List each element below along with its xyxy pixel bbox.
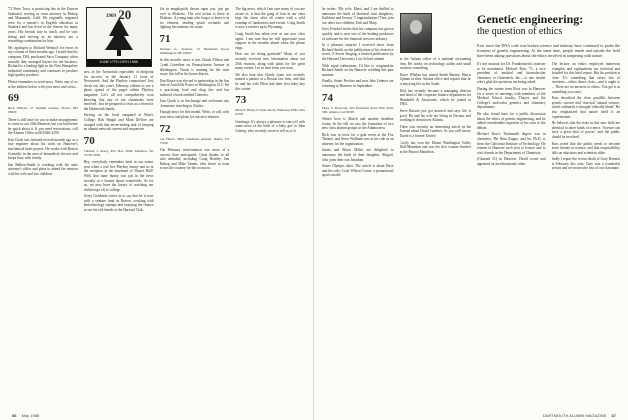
reunion-logo: [86, 7, 152, 67]
left-column-3: [160, 7, 230, 408]
class-secretary-address: Mark F. Haley, 9 Tudor Road, Wellesley Hills, MA 02181: [235, 108, 305, 117]
class-note: Rick was in town for a gala event at the Fox Theatre, and Steve Wallman was at his side as an attorney for the organization.: [322, 132, 394, 146]
class-secretary-address: Thomas J. Avery, P.O. Box 3094, Madison, WI 53705-3094: [83, 148, 154, 157]
author-portrait-photo: [400, 13, 432, 53]
feature-subtitle: the question of ethics: [477, 26, 563, 37]
class-note: There is still time for you to make arrangements to come to our 20th Reunion, but you had better be quick about it. If you need reservations, call the Alumni Office at 603/646-2258.: [8, 117, 78, 136]
class-note: Gerry Goldstein writes in to say that he is now with a venture fund in Boston, working with biotechnology startups and enjoying the chance to see his old friends at the Harvard Club.: [83, 194, 154, 213]
feature-paragraph: Ross described the close parallels between genetic science and 'classical' natural science, which ordinarily is thought 'ethically bland.' He also emphasized that nature itself is an experimenter.: [551, 96, 620, 119]
class-note: How are we doing gratitude? Many of you recently received new information about our 20th reunion, along with plans for the great many events. Let us hear from you soon.: [235, 52, 305, 71]
class-note: We also hear that Charly Lunn was recently named a partner at a Boston law firm, and that he and his wife Ellen had their first baby boy this winter.: [235, 72, 305, 91]
right-page: [314, 0, 628, 420]
page-number: 87: [611, 413, 616, 418]
feature-header: [400, 13, 472, 53]
right-column-2: [400, 7, 472, 408]
class-year-heading: 72: [159, 122, 171, 135]
class-year-heading: 74: [322, 91, 333, 104]
class-note: Serving on the local vanguard at Ware's College, Rob Haight and Mark DeVore are charged with that never-ending task of keeping an alumni network current and responsive.: [83, 113, 154, 132]
class-note: in the Atlanta office of a national accounting firm. He works on technology audits and small business consulting.: [399, 57, 471, 71]
feature-paragraph: He also found time for a public discussion about the ethics of genetic engineering, and he added considerable expertise of his own to the debate.: [477, 111, 546, 130]
class-note: Rick has recently become a managing director and head of the corporate finance department for Humboldt & Associates, which he joined in 1984.: [399, 88, 471, 107]
feature-paragraph: It's not unusual for Dr. Frankenstein's monster to be mentioned. Michael Ross '71, a vice president of medical and biomolecular chemistry at Genentech, Inc.—is one insider who's glad the questions are being asked.: [477, 62, 546, 85]
class-note: Tom Quick is in Anchorage and welcomes any classmates traveling to Alaska.: [159, 99, 230, 108]
class-note: Hey, everybody, remember back in our senior year when a real live Playboy bunny met us at the reception in the basement of Thayer Hall? Well, that same bunny was just in the news recently in a feature about centerfolds. As for us, we now have the luxury of watching our children go off to college.: [83, 160, 154, 192]
class-note: Jim Balboa-Smith is working with the state attorney's office and plans to attend the reunion with his wife and two children.: [8, 162, 78, 177]
class-note: (Channel 51) in Hanover. David wrote and appeared on an educational video.: [477, 157, 546, 166]
feature-paragraph: Michael Ross's Dartmouth degree was in chemistry. Phi Beta Kappa, and his Ph.D. is from the California Institute of Technology. He returns to Hanover each year to lecture and to visit friends in the Department of Chemistry.: [477, 132, 546, 155]
page-number: 86: [12, 413, 17, 418]
left-page-footer: [8, 413, 39, 418]
feature-intro: Ever since the DNA code was broken science and industry have continued to probe the frontiers of genetic engineering. At the same time, people inside and outside the field have been asking questions about the ethics involved in tampering with nature.: [477, 43, 620, 58]
class-note: Winter here is March and another deadline looms. In the fall we saw the formation of two new class alumni groups in the Atlanta area.: [322, 116, 394, 131]
class-secretary-address: Thomas G. Jackson, 15 Shamokin Road, Wilmington, DE 19810: [159, 46, 230, 56]
class-note: he writes. 'My wife, Marti, and I are thrilled to announce the birth of identical twin daughters, Kathleen and Jessica.' Congratulations! They join our other two children, Erik and Mary.: [322, 7, 394, 25]
left-column-1: [8, 7, 78, 408]
class-secretary-address: Lee Harris, 4822 Lakehurst Avenue, Dallas, TX 75230: [159, 136, 230, 145]
class-note: Please remember to send news. Write any of us at the address below with your news and views.: [8, 79, 78, 89]
class-note: Craig Smith has taken over as our new class agent. I am sure that he will appreciate your support in the months ahead when the phone rings.: [235, 31, 305, 50]
left-column-2: [84, 7, 154, 408]
feature-article: [477, 7, 620, 408]
class-note: Enough news for this month. Write, or call, with your news and plans for our next reunion.: [159, 110, 230, 119]
class-year-heading: 73: [235, 94, 247, 107]
left-column-4: [235, 7, 305, 408]
class-note: now as the 'horizontal equivalent of midpoint for success' in the January 11 issue of Newsweek. And the Playboy connection! Just check out this year's February edition to see a photo spread of the pages within Playboy magazine. Let's all not compulsively scan knowing that any of our classmates were involved. Just be prepared to react as a friend of the Dartmouth family.: [83, 70, 154, 111]
class-note: Greetings. It's always a pleasure to start off with some news of the birth of a baby girl to John Goberg, who recently wrote to tell us of it.: [235, 119, 305, 133]
class-year-heading: 69: [8, 92, 19, 105]
feature-title: Genetic engineering:: [477, 12, 584, 26]
magazine-name: DARTMOUTH ALUMNI MAGAZINE: [542, 413, 607, 418]
feature-column-2: [552, 62, 621, 362]
class-note: Cecily has won the Mount Washington Valley Half-Marathon and was the first woman finisher in the Boston Marathon.: [399, 140, 471, 154]
class-note: James and Bruce Miller are delighted to announce the birth of their daughter, Abigail, who joins their son Jonathan.: [322, 148, 394, 162]
class-note: Dan Rouse was elected to partnership in the law firm of Arnold & Porter in Washington, D.C. He is practicing food and drug law and has authored a book entitled Generics.: [159, 78, 230, 97]
issue-date: May 1988: [21, 413, 40, 418]
class-note: The February mini-reunion was more of a success than anticipated. Great thanks to all who attended, including Craig Bentley, Jim Bishop and Mike Tanner, who drove in from across the country for the occasion.: [159, 147, 230, 171]
class-year-heading: 70: [83, 134, 95, 147]
feature-paragraph: He believes that the risks in this new field are identical to other kinds of science. 'Science can have a great deal of power,' and the public should be involved.: [551, 121, 620, 139]
class-note: There was recently an interesting article in the Journal about David Gardner. As you well know, David is a former United: [399, 124, 471, 138]
class-secretary-address: Rick Willetts, 27 Summit Avenue, Dover, NH 03820: [8, 106, 78, 115]
class-secretary-address: Mary S. Donovan, 204 Peachtree Road NW, Suite 500, Atlanta, GA 30305: [322, 105, 394, 114]
reunion-year-label: $^{1969}$ 20: [106, 7, 132, 22]
feature-paragraph: Ross noted that the public needs to become more literate in science, and that responsibility falls on educators and scientists alike.: [551, 141, 620, 155]
class-note: In a pleasant surprise I received news from Richard Smith on the publication of his detective novel, A Secret Singing, a limited publication by the Harvard University Law School alumni.: [322, 43, 394, 61]
class-note: Ken Clark was featured several months ago as a true engineer about his work on Hanover's mechanical heart project. He works with Boston Scientific in the area of biomedical devices and keeps busy with family.: [8, 137, 78, 161]
class-note: Steve Bassett just got married and says life is good. He and his wife are living in Decatur and working in downtown Atlanta.: [399, 108, 471, 123]
reunion-date-banner: JUNE 17TH-19TH 1988: [87, 59, 151, 66]
class-note: My apologies to Richard Wentsch for errors in my column of three months ago. I stated that his company, DSI, purchased Saco Company when actually they arranged buyers for the business. Richard is a leading light in the New Hampshire industrial community and continues to produce high quality products.: [8, 45, 78, 78]
class-note: '72 Peter Tracy is practicing law in the Eastern Seaboard, serving as town attorney in Bishop and Mammoth, Calif. He originally migrated west for a master's in English education at Stanford and has lived in the Sierras for many years. His friends stay in touch, and he says skiing and serving as an attorney are a rewarding combination for him.: [8, 7, 78, 44]
class-note: life in megalopolis dawns upon you, just get over to Modesto. The real action is there in Modesto. A young man who forgot to leave is in his element, tending peach orchards and fighting Sacramento for water.: [159, 7, 230, 30]
class-note: States Olympic skier. The article is about Dave and his wife, Cody Wilson Corner, a promotional sports model.: [322, 164, 394, 178]
right-page-footer: [543, 413, 620, 418]
class-note: In this month's news it was Chuck Ellison and Cyndi Goresline on Pennsylvania Avenue in Washington. Chuck is running for the state house this fall in his home district.: [159, 58, 230, 77]
class-note: Bruce Whelan has joined Smith Barney, Harris Upham in their Atlanta office and reports that he is enjoying life in the South.: [399, 72, 471, 86]
feature-column-1: [477, 62, 546, 362]
right-column-1: [322, 7, 394, 408]
class-note: With equal enthusiasm, I'd like to congratulate Richard Smith on his Hanover wedding this past summer.: [322, 63, 394, 77]
class-note: Jerry Fenchel writes that his company has grown quickly and is now one of the leading producers of software for the financial services industry.: [322, 27, 394, 41]
class-year-heading: 71: [159, 32, 171, 45]
feature-paragraph: During the winter term Ross was in Hanover for a series of meetings with members of the Medical School faculty, Thayer, and the College's molecular genetics and chemistry departments.: [477, 86, 546, 110]
class-note: The big news, which I am sure many of you are aware of, is that the gang of four in our class kept the chase alive all winter with a wild roundup of fundraisers and events. Craig Smith is now a rancher up in Wyoming.: [235, 7, 305, 30]
class-note: Sadly I report the recent death of Gary Bennett in February this year. Gary was a wonderful person and we mourn the loss of our classmate.: [551, 157, 620, 171]
class-note: Finally, Stuart Pescher and now Jake Lehmer are returning to Hanover in September.: [322, 79, 394, 88]
feature-paragraph: The lecture on ethics employed numerous examples and explanations too technical and detailed for this brief report. But his position is clear: 'It's something that raises lots of emotions—ethics draws close—and it ought to ... There are no answers to ethics. You get it as something you carry.': [551, 62, 620, 94]
